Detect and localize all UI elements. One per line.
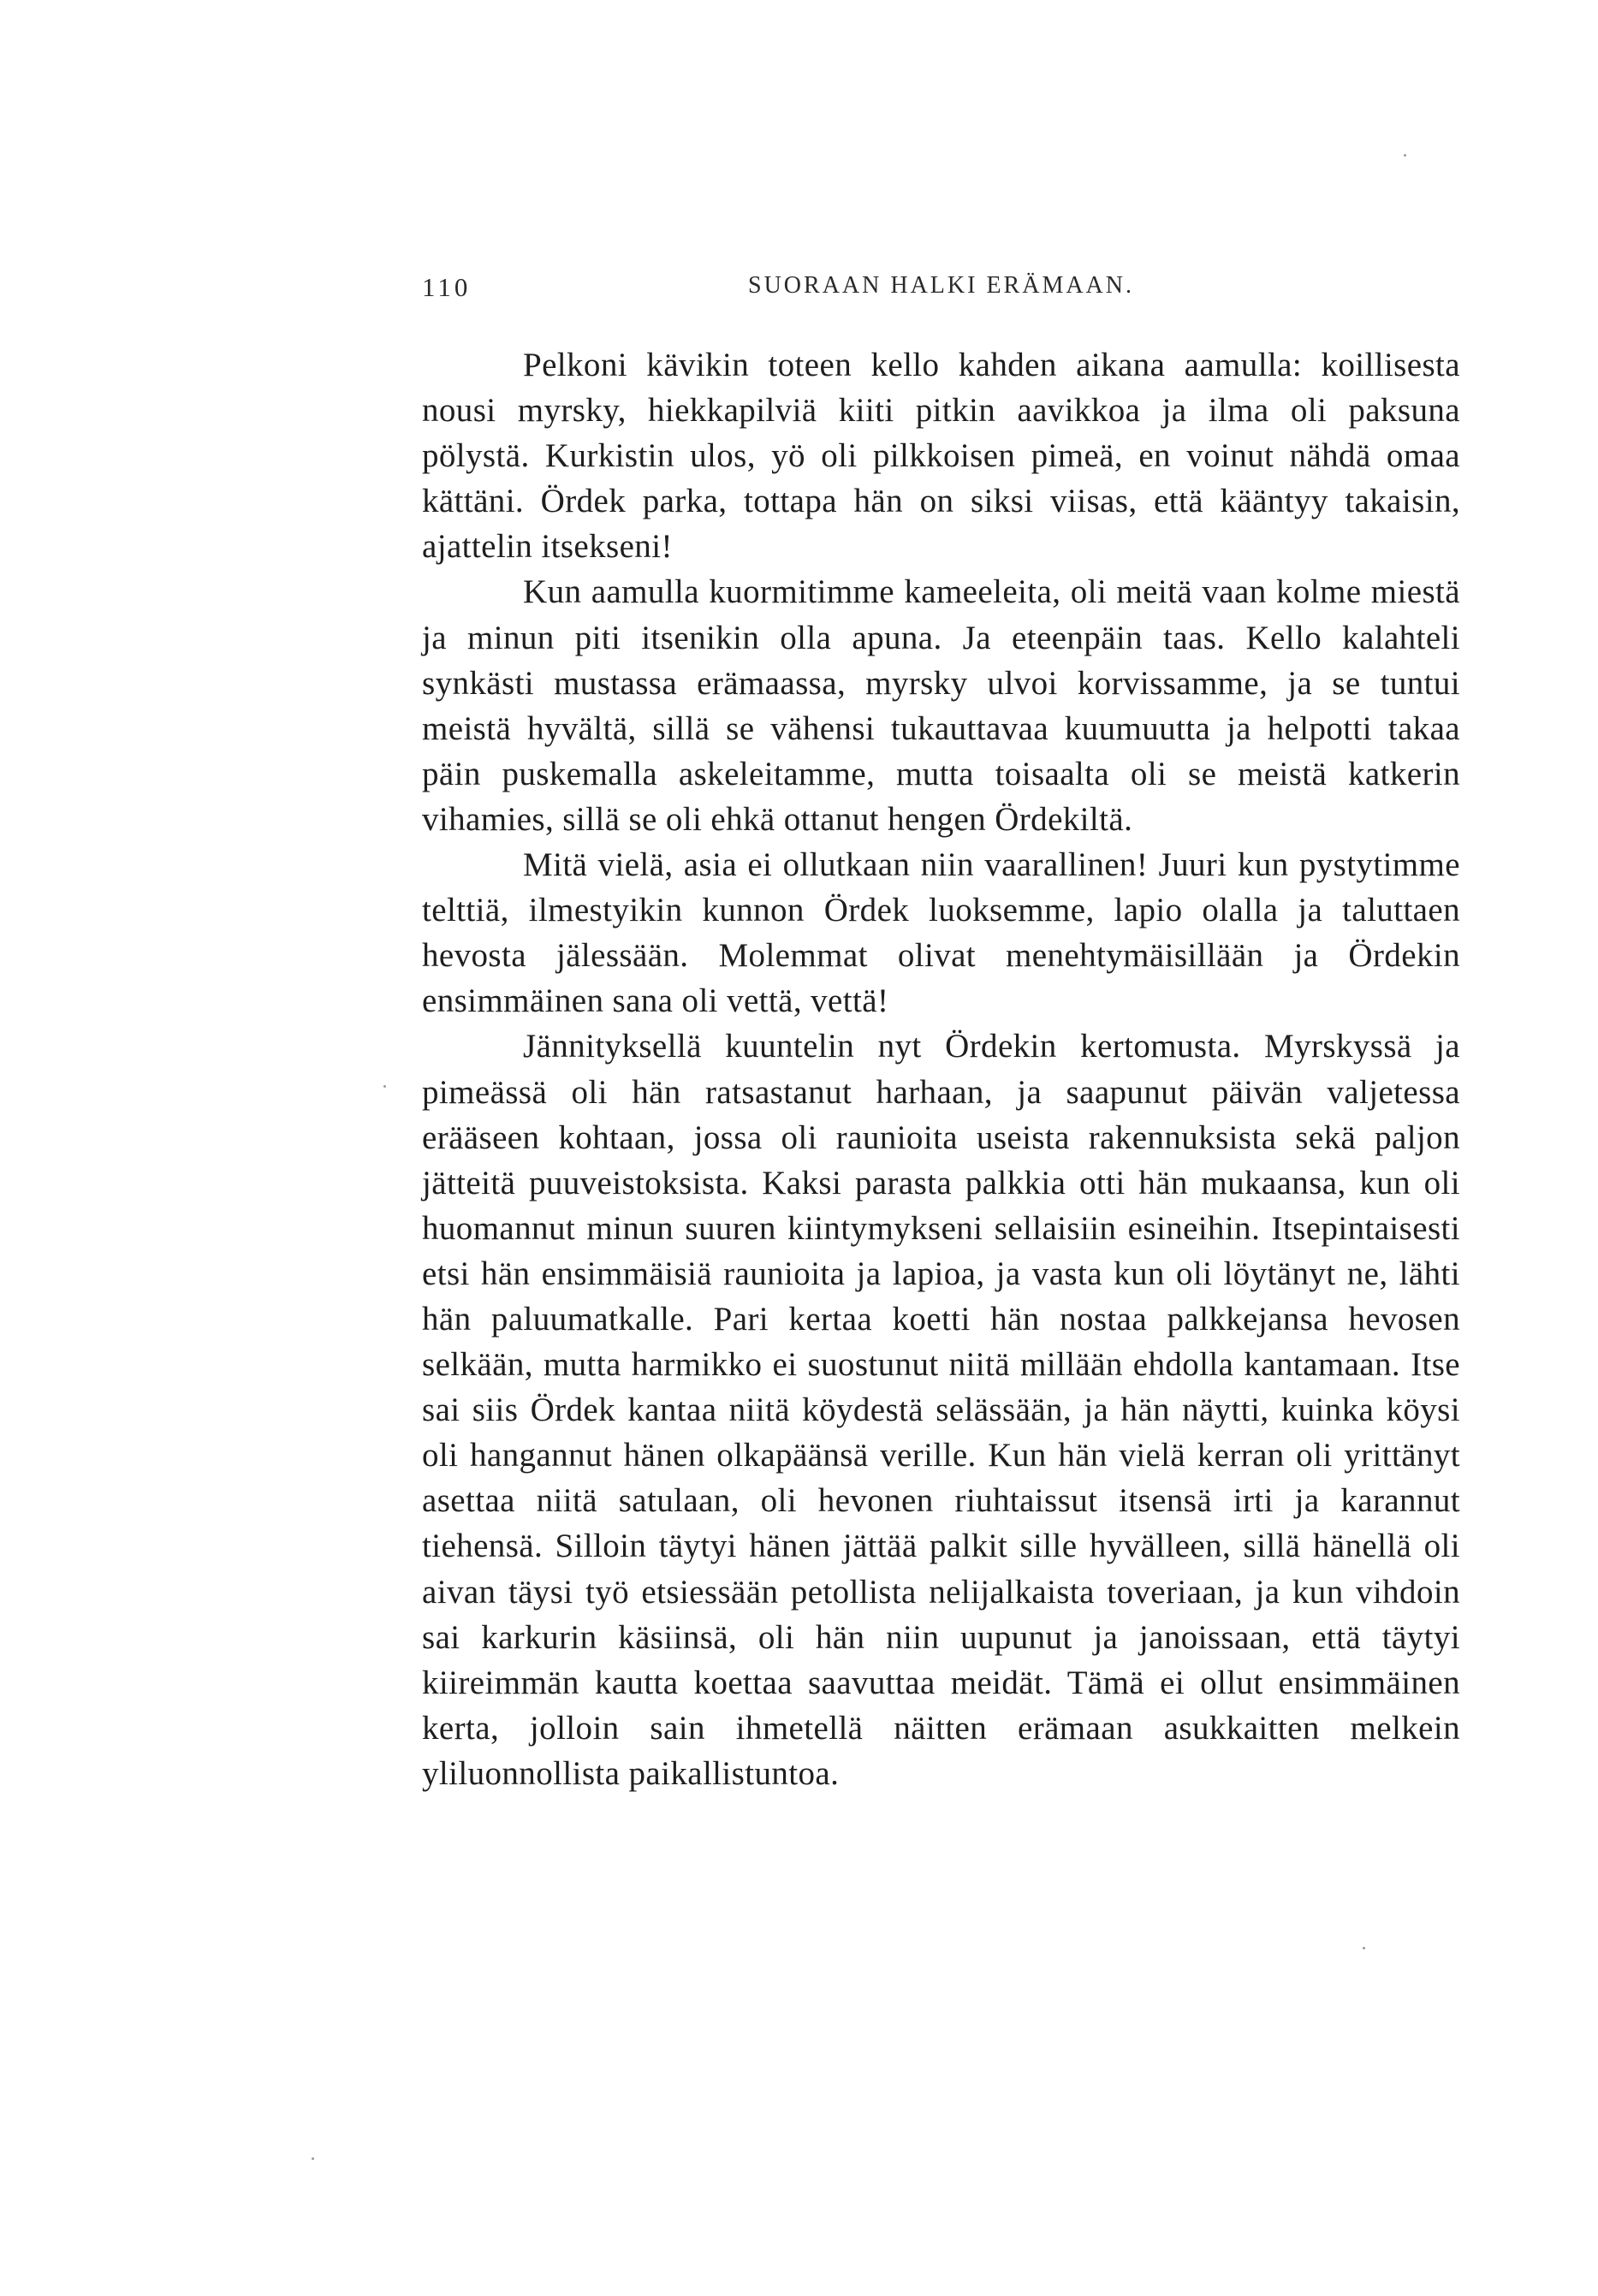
page-number: 110 [422, 272, 472, 302]
running-title: SUORAAN HALKI ERÄMAAN. [748, 272, 1134, 299]
body-text [422, 342, 1460, 1796]
paragraph: Mitä vielä, asia ei ollutkaan niin vaarallinen! Juuri kun pystytimme telttiä, ilmestyikin kunnon Ördek luoksemme, lapio olalla ja taluttaen hevosta jälessään. Molemmat olivat menehtymäisillään ja Ördekin ensimmäinen sana oli vettä, vettä! [422, 846, 1460, 1020]
paper-speck [1363, 1947, 1365, 1949]
paragraph: Kun aamulla kuormitimme kameeleita, oli meitä vaan kolme miestä ja minun piti itsenikin olla apuna. Ja eteenpäin taas. Kello kalahteli synkästi mustassa erämaassa, myrsky ulvoi korvissamme, ja se tuntui meistä hyvältä, sillä se vähensi tukauttavaa kuumuutta ja helpotti takaa päin puskemalla askeleitamme, mutta toisaalta oli se meistä katkerin vihamies, sillä se oli ehkä ottanut hengen Ördekiltä. [422, 573, 1460, 838]
paper-speck [1404, 154, 1406, 157]
paper-speck [312, 2157, 314, 2160]
running-head [422, 272, 1460, 323]
paragraph: Jännityksellä kuuntelin nyt Ördekin kertomusta. Myrskyssä ja pimeässä oli hän ratsastanut harhaan, ja saapunut päivän valjetessa erääseen kohtaan, jossa oli raunioita useista rakennuksista sekä paljon jätteitä puuveistoksista. Kaksi parasta palkkia otti hän mukaansa, kun oli huomannut minun suuren kiintymykseni sellaisiin esineihin. Itsepintaisesti etsi hän ensimmäisiä raunioita ja lapioa, ja vasta kun oli löytänyt ne, lähti hän paluumatkalle. Pari kertaa koetti hän nostaa palkkejansa hevosen selkään, mutta harmikko ei suostunut niitä millään ehdolla kantamaan. Itse sai siis Ördek kantaa niitä köydestä selässään, ja hän näytti, kuinka köysi oli hangannut hänen olkapäänsä verille. Kun hän vielä kerran oli yrittänyt asettaa niitä satulaan, oli hevonen riuhtaissut itsensä irti ja karannut tiehensä. Silloin täytyi hänen jättää palkit sille hyvälleen, sillä hänellä oli aivan täysi työ etsiessään petollista nelijalkaista toveriaan, ja kun vihdoin sai karkurin käsiinsä, oli hän niin uupunut ja janoissaan, että täytyi kiireimmän kautta koettaa saavuttaa meidät. Tämä ei ollut ensimmäinen kerta, jolloin sain ihmetellä näitten erämaan asukkaitten melkein yliluonnollista paikallistuntoa. [422, 1028, 1460, 1792]
paragraph: Pelkoni kävikin toteen kello kahden aikana aamulla: koillisesta nousi myrsky, hiekkapilviä kiiti pitkin aavikkoa ja ilma oli paksuna pölystä. Kurkistin ulos, yö oli pilkkoisen pimeä, en voinut nähdä omaa kättäni. Ördek parka, tottapa hän on siksi viisas, että kääntyy takaisin, ajattelin itsekseni! [422, 347, 1460, 566]
paper-speck [383, 1085, 386, 1088]
